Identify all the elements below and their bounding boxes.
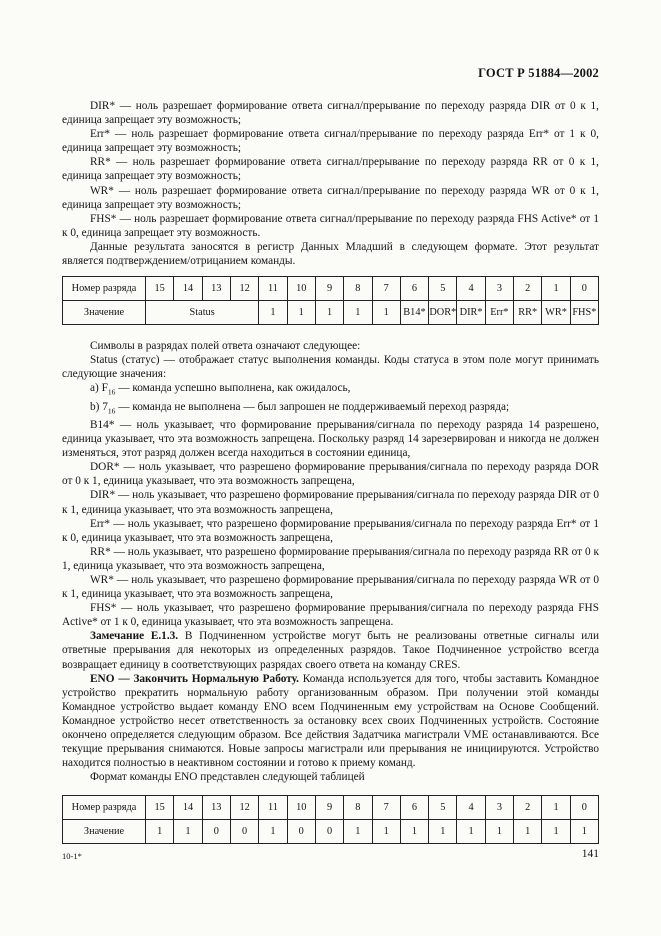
value-cell: 0: [230, 820, 258, 844]
value-cell: 1: [542, 820, 570, 844]
eno-label: ENO — Закончить Нормальную Работу.: [90, 672, 299, 685]
note-e13: Замечание Е.1.3. В Подчиненном устройстве могут быть не реализованы ответные сигналы или ответные прерывания для некоторых из определенных разрядов. Такое Подчиненное устройство всегда возвращает единицу в соответствующих разрядах своего ответа на команду CRES.: [62, 630, 599, 671]
value-cell: 0: [202, 820, 230, 844]
bit-number-cell: 10: [287, 796, 315, 820]
value-cell: 1: [457, 820, 485, 844]
bit-number-cell: 12: [230, 277, 258, 301]
paragraph-err: Err* — ноль указывает, что разрешено формирование прерывания/сигнала по переходу разряда Err* от 1 к 0, единица указывает, что эта возможность запрещена,: [62, 517, 599, 544]
paragraph-rr: RR* — ноль разрешает формирование ответа сигнал/прерывание по переходу разряда RR от 0 к 1, единица запрещает эту возможность;: [62, 156, 599, 183]
value-cell: 1: [372, 820, 400, 844]
bit-number-cell: 2: [514, 277, 542, 301]
paragraph-fhs: FHS* — ноль разрешает формирование ответа сигнал/прерывание по переходу разряда FHS Active* от 1 к 0, единица запрещает эту возможность.: [62, 212, 599, 239]
table-row-bit-numbers: [63, 277, 599, 301]
paragraph-status: Status (статус) — отображает статус выполнения команды. Коды статуса в этом поле могут принимать следующие значения:: [62, 354, 599, 381]
value-cell: 1: [287, 301, 315, 325]
bit-number-cell: 3: [485, 796, 513, 820]
table-row-values: [63, 301, 599, 325]
paragraph-fhs: FHS* — ноль указывает, что разрешено формирование прерывания/сигнала по переходу разряда FHS Active* от 1 к 0, единица указывает, что эта возможность запрещена.: [62, 602, 599, 629]
bit-number-cell: 14: [174, 796, 202, 820]
bit-number-cell: 14: [174, 277, 202, 301]
page-number: 141: [581, 848, 599, 860]
value-cell: Err*: [485, 301, 513, 325]
list-item-status-a: а) $F_{16}$ — команда успешно выполнена, как ожидалось,: [90, 382, 351, 397]
value-cell: 0: [315, 820, 343, 844]
paragraph-b14: B14* — ноль указывает, что формирование прерывания/сигнала по переходу разряда 14 разрешено, единица указывает, что эта возможность запрещена. Поскольку разряд 14 зарезервирован и никогда не должен изменяться, этот разряд должен всегда находиться в состоянии единица,: [62, 418, 599, 460]
value-cell: 1: [485, 820, 513, 844]
bit-number-cell: 0: [570, 277, 598, 301]
value-cell: 1: [429, 820, 457, 844]
bit-number-cell: 2: [514, 796, 542, 820]
footer-sheet-mark: 10-1*: [62, 851, 82, 861]
value-cell: 1: [514, 820, 542, 844]
eno-command-description: ENO — Закончить Нормальную Работу. Команда используется для того, чтобы заставить Командное устройство прекратить нормальную работу организованным образом. При получении этой команды Командное устройство выдает команду ENO всем Подчиненным ему устройствам на Основе Сообщений. Командное устройство несет ответственность за остановку всех своих Подчиненных устройств. Состояние окончено определяется следующим образом. Все действия Задатчика магистрали VME останавливаются. Все текущие прерывания снимаются. Новые запросы магистрали или прерывания не инициируются. Устройство находится полностью в неактивном состоянии и готово к приему команд.: [62, 672, 599, 770]
response-format-table: [62, 276, 599, 325]
bit-number-cell: 1: [542, 796, 570, 820]
bit-number-cell: 6: [400, 277, 428, 301]
value-cell: 1: [315, 301, 343, 325]
bit-number-cell: 4: [457, 277, 485, 301]
bit-number-cell: 12: [230, 796, 258, 820]
bit-number-cell: 9: [315, 796, 343, 820]
value-cell: WR*: [542, 301, 570, 325]
value-cell: 1: [400, 820, 428, 844]
bit-number-cell: 15: [146, 277, 174, 301]
bit-number-cell: 13: [202, 796, 230, 820]
table-row-values: [63, 820, 599, 844]
bit-number-cell: 11: [259, 277, 287, 301]
bit-number-cell: 8: [344, 796, 372, 820]
paragraph-err: Err* — ноль разрешает формирование ответа сигнал/прерывание по переходу разряда Err* от 1 к 0, единица запрещает эту возможность;: [62, 128, 599, 155]
bit-number-cell: 10: [287, 277, 315, 301]
note-label: Замечание Е.1.3.: [90, 630, 179, 643]
bit-number-header: Номер разряда: [63, 796, 146, 820]
paragraph-result-data: Данные результата заносятся в регистр Данных Младший в следующем формате. Этот результат является подтверждением/отрицанием команды.: [62, 240, 599, 268]
value-cell: B14*: [400, 301, 428, 325]
eno-format-table: [62, 795, 599, 844]
value-cell: 1: [174, 820, 202, 844]
bit-number-cell: 15: [146, 796, 174, 820]
paragraph-dir: DIR* — ноль разрешает формирование ответа сигнал/прерывание по переходу разряда DIR от 0 к 1, единица запрещает эту возможность;: [62, 100, 599, 127]
bit-number-header: Номер разряда: [63, 277, 146, 301]
bit-number-cell: 4: [457, 796, 485, 820]
paragraph-dir: DIR* — ноль указывает, что разрешено формирование прерывания/сигнала по переходу разряда DIR от 0 к 1, единица указывает, что эта возможность запрещена,: [62, 489, 599, 516]
bit-number-cell: 7: [372, 796, 400, 820]
bit-number-cell: 5: [429, 796, 457, 820]
bit-number-cell: 9: [315, 277, 343, 301]
document-header: ГОСТ Р 51884—2002: [478, 66, 599, 80]
bit-number-cell: 8: [344, 277, 372, 301]
value-cell: 1: [146, 820, 174, 844]
paragraph-wr: WR* — ноль разрешает формирование ответа сигнал/прерывание по переходу разряда WR от 0 к 1, единица запрещает эту возможность;: [62, 184, 599, 211]
value-cell: 1: [570, 820, 598, 844]
bit-number-cell: 3: [485, 277, 513, 301]
bit-number-cell: 11: [259, 796, 287, 820]
response-symbols-description: [62, 339, 599, 784]
bit-number-cell: 1: [542, 277, 570, 301]
bit-number-cell: 7: [372, 277, 400, 301]
value-cell: 1: [344, 301, 372, 325]
value-cell: 0: [287, 820, 315, 844]
value-cell: 1: [372, 301, 400, 325]
register-bits-description: [62, 99, 599, 268]
value-cell: 1: [344, 820, 372, 844]
paragraph-dor: DOR* — ноль указывает, что разрешено формирование прерывания/сигнала по переходу разряда DOR от 0 к 1, единица указывает, что эта возможность запрещена,: [62, 461, 599, 488]
bit-number-cell: 13: [202, 277, 230, 301]
paragraph-symbols-intro: Символы в разрядах полей ответа означают следующее:: [90, 340, 361, 352]
value-cell: 1: [259, 301, 287, 325]
value-cell: RR*: [514, 301, 542, 325]
value-cell: FHS*: [570, 301, 598, 325]
bit-number-cell: 0: [570, 796, 598, 820]
paragraph-rr: RR* — ноль указывает, что разрешено формирование прерывания/сигнала по переходу разряда RR от 0 к 1, единица указывает, что эта возможность запрещена,: [62, 545, 599, 572]
paragraph-wr: WR* — ноль указывает, что разрешено формирование прерывания/сигнала по переходу разряда WR от 0 к 1, единица указывает, что эта возможность запрещена,: [62, 574, 599, 601]
status-field-cell: Status: [146, 301, 259, 325]
table-row-bit-numbers: [63, 796, 599, 820]
value-header: Значение: [63, 301, 146, 325]
list-item-status-b: b) $7_{16}$ — команда не выполнена — был запрошен не поддерживаемый переход разряда;: [90, 400, 510, 415]
value-cell: 1: [259, 820, 287, 844]
value-cell: DOR*: [429, 301, 457, 325]
bit-number-cell: 6: [400, 796, 428, 820]
value-cell: DIR*: [457, 301, 485, 325]
paragraph-eno-format: Формат команды ENO представлен следующей таблицей: [90, 771, 365, 784]
value-header: Значение: [63, 820, 146, 844]
bit-number-cell: 5: [429, 277, 457, 301]
